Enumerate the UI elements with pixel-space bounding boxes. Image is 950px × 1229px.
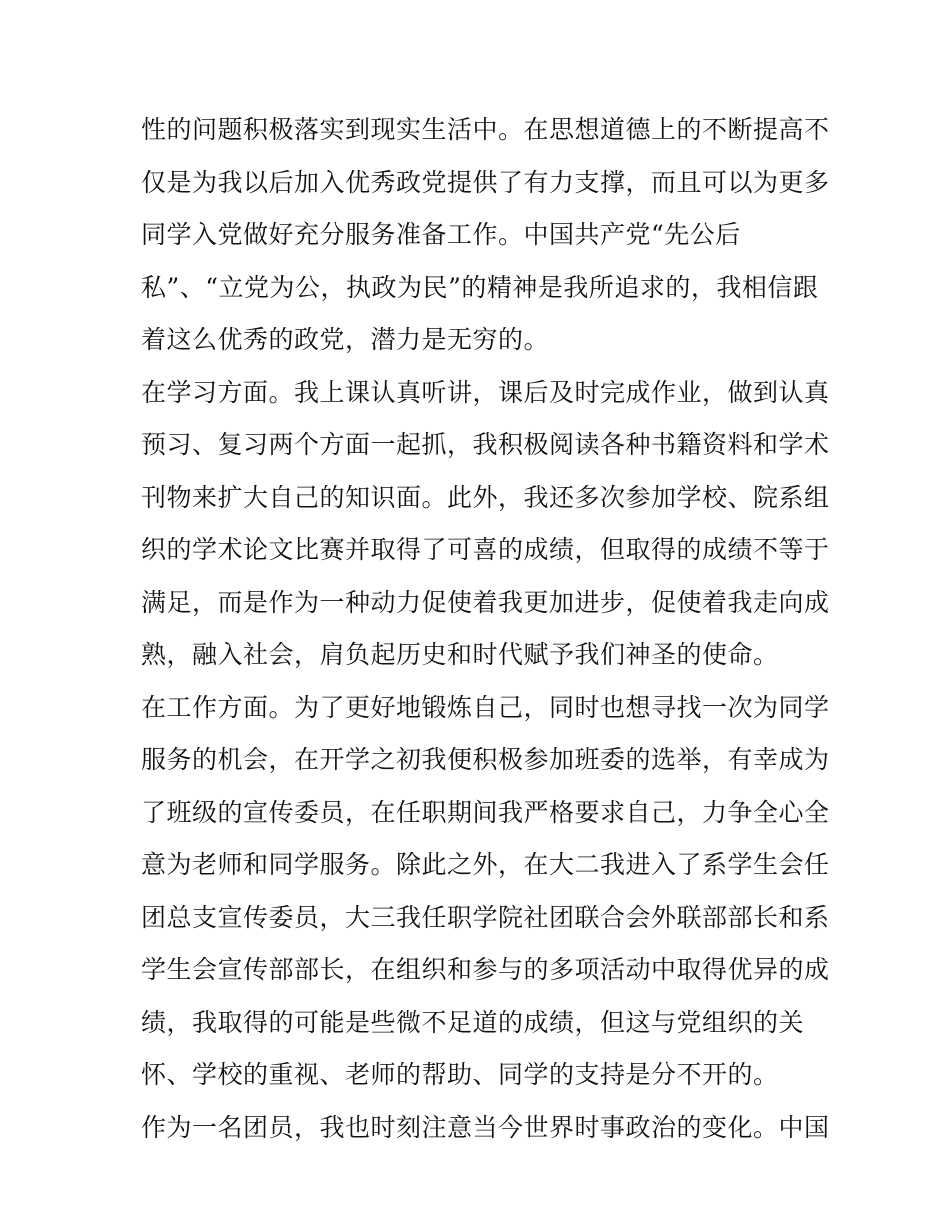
text-line: 仅是为我以后加入优秀政党提供了有力支撑，而且可以为更多 <box>141 167 830 197</box>
text-line: 刊物来扩大自己的知识面。此外，我还多次参加学校、院系组 <box>141 482 830 512</box>
text-line: 织的学术论文比赛并取得了可喜的成绩，但取得的成绩不等于 <box>141 535 830 564</box>
text-line: 满足，而是作为一种动力促使着我更加进步，促使着我走向成 <box>141 587 830 617</box>
text-line: 团总支宣传委员，大三我任职学院社团联合会外联部部长和系 <box>141 902 830 932</box>
text-line: 了班级的宣传委员，在任职期间我严格要求自己，力争全心全 <box>141 797 830 827</box>
text-line: 私”、“立党为公，执政为民”的精神是我所追求的，我相信跟 <box>141 272 819 302</box>
text-line: 在学习方面。我上课认真听讲，课后及时完成作业，做到认真 <box>141 377 830 407</box>
text-line: 同学入党做好充分服务准备工作。中国共产党“先公后 <box>141 220 741 249</box>
text-line: 性的问题积极落实到现实生活中。在思想道德上的不断提高不 <box>141 115 830 144</box>
text-line: 学生会宣传部部长，在组织和参与的多项活动中取得优异的成 <box>141 955 830 984</box>
text-line: 在工作方面。为了更好地锻炼自己，同时也想寻找一次为同学 <box>141 692 830 722</box>
text-line: 作为一名团员，我也时刻注意当今世界时事政治的变化。中国 <box>141 1112 830 1142</box>
text-line: 意为老师和同学服务。除此之外，在大二我进入了系学生会任 <box>141 850 830 879</box>
text-line: 着这么优秀的政党，潜力是无穷的。 <box>141 325 550 354</box>
text-line: 预习、复习两个方面一起抓，我积极阅读各种书籍资料和学术 <box>141 430 830 459</box>
text-line: 绩，我取得的可能是些微不足道的成绩，但这与党组织的关 <box>141 1007 805 1037</box>
text-line: 怀、学校的重视、老师的帮助、同学的支持是分不开的。 <box>141 1060 779 1089</box>
text-line: 熟，融入社会，肩负起历史和时代赋予我们神圣的使命。 <box>141 640 779 669</box>
text-line: 服务的机会，在开学之初我便积极参加班委的选举，有幸成为 <box>141 745 830 774</box>
body-text <box>141 108 830 1158</box>
